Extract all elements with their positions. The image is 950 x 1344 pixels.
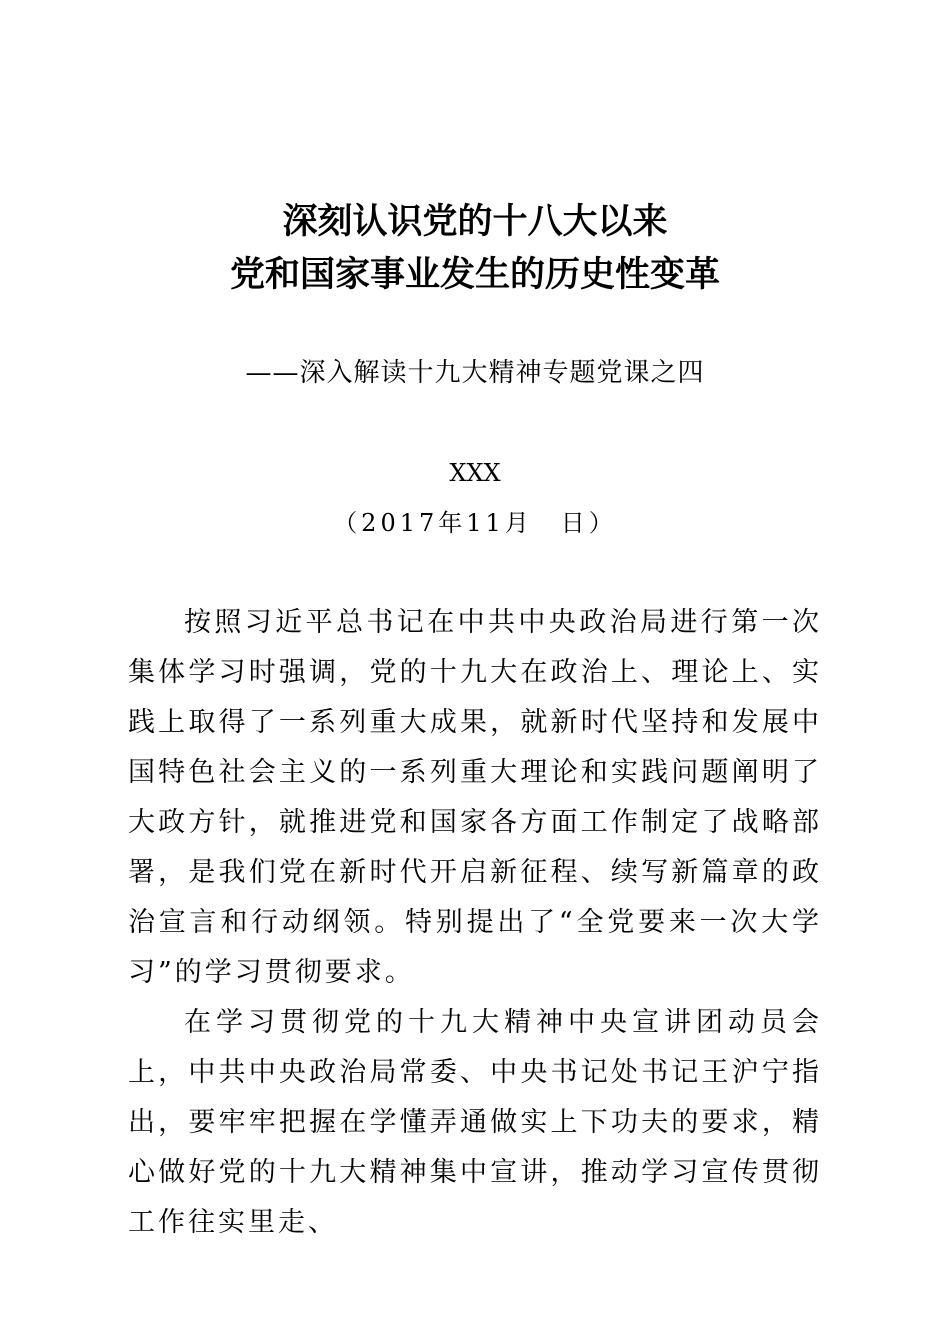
paragraph: 在学习贯彻党的十九大精神中央宣讲团动员会上，中共中央政治局常委、中央书记处书记王沪宁指出，要牢牢把握在学懂弄通做实上下功夫的要求，精心做好党的十九大精神集中宣讲，推动学习宣传贯彻工作往实里走、 <box>128 1007 822 1238</box>
paragraph: 按照习近平总书记在中共中央政治局进行第一次集体学习时强调，党的十九大在政治上、理论上、实践上取得了一系列重大成果，就新时代坚持和发展中国特色社会主义的一系列重大理论和实践问题阐明了大政方针，就推进党和国家各方面工作制定了战略部署，是我们党在新时代开启新征程、续写新篇章的政治宣言和行动纲领。特别提出了“全党要来一次大学习”的学习贯彻要求。 <box>128 607 822 988</box>
document-title <box>0 196 950 302</box>
document-subtitle: ——深入解读十九大精神专题党课之四 <box>245 358 705 388</box>
body-text <box>128 598 822 1248</box>
title-line-1: 深刻认识党的十八大以来 <box>282 202 668 242</box>
author-name: XXX <box>449 459 501 487</box>
document-date: （2017年11月 日） <box>333 509 617 537</box>
title-line-2: 党和国家事业发生的历史性变革 <box>229 255 720 295</box>
